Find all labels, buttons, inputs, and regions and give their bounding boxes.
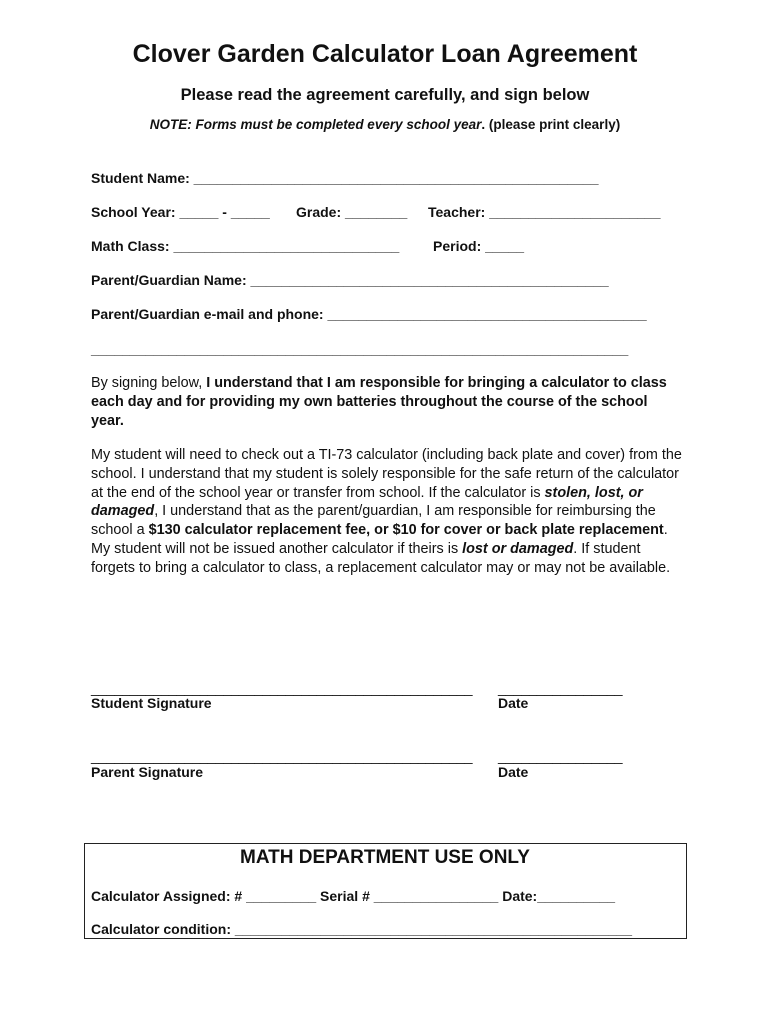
parent-signature-line[interactable]: _________________________________________________ [91,748,473,764]
parent-name-field[interactable]: Parent/Guardian Name: ______________________________________________ [91,272,609,288]
para1-normal: By signing below, [91,375,207,391]
para2-text-2: , I understand that as the parent/guardian, I am responsible for reimbursing the school a [91,503,656,539]
grade-field[interactable]: Grade: ________ [296,204,408,220]
note-rest: . (please print clearly) [481,117,621,132]
parent-signature-label: Parent Signature [91,764,204,780]
para2-lost-damaged: lost or damaged [462,540,574,557]
math-department-title: MATH DEPARTMENT USE ONLY [240,847,530,868]
page-subtitle: Please read the agreement carefully, and sign below [180,86,590,104]
calculator-assigned-field[interactable]: Calculator Assigned: # _________ Serial # ________________ Date:__________ [91,888,616,904]
loan-terms-paragraph [91,446,683,578]
para2-stolen-lost-damaged: stolen, lost, or damaged [91,484,643,520]
page-title: Clover Garden Calculator Loan Agreement [132,40,638,68]
math-class-field[interactable]: Math Class: _____________________________ [91,238,400,254]
parent-date-label: Date [498,764,529,780]
school-year-field[interactable]: School Year: _____ - _____ [91,204,270,220]
student-signature-label: Student Signature [91,695,212,711]
para1-bold: I understand that I am responsible for bringing a calculator to class each day and for providing my own batteries throughout the course of the school year. [91,375,667,429]
para2-text-3: . My student will not be issued another calculator if theirs is [91,522,668,557]
student-date-label: Date [498,695,529,711]
parent-date-line[interactable]: ________________ [498,748,623,764]
contact-continuation-line[interactable]: _____________________________________________________________________ [91,341,629,357]
note-italic: NOTE: Forms must be completed every school year [149,117,482,132]
calculator-condition-field[interactable]: Calculator condition: ___________________________________________________ [91,921,632,937]
teacher-field[interactable]: Teacher: ______________________ [428,204,661,220]
parent-contact-field[interactable]: Parent/Guardian e-mail and phone: _________________________________________ [91,306,647,322]
responsibility-paragraph [91,374,683,430]
student-date-line[interactable]: ________________ [498,680,623,696]
completion-note [0,117,770,132]
para2-text-4: . If student forgets to bring a calculator to class, a replacement calculator may or may not be available. [91,540,671,576]
student-name-field[interactable]: Student Name: ____________________________________________________ [91,170,599,186]
para2-text-1: My student will need to check out a TI-73 calculator (including back plate and cover) from the school. I understand that my student is solely responsible for the safe return of the calculator at the end of the school year or transfer from school. If the calculator is [91,447,682,501]
para2-fee: $130 calculator replacement fee, or $10 for cover or back plate replacement [148,522,664,539]
student-signature-line[interactable]: _________________________________________________ [91,680,473,696]
period-field[interactable]: Period: _____ [433,238,525,254]
